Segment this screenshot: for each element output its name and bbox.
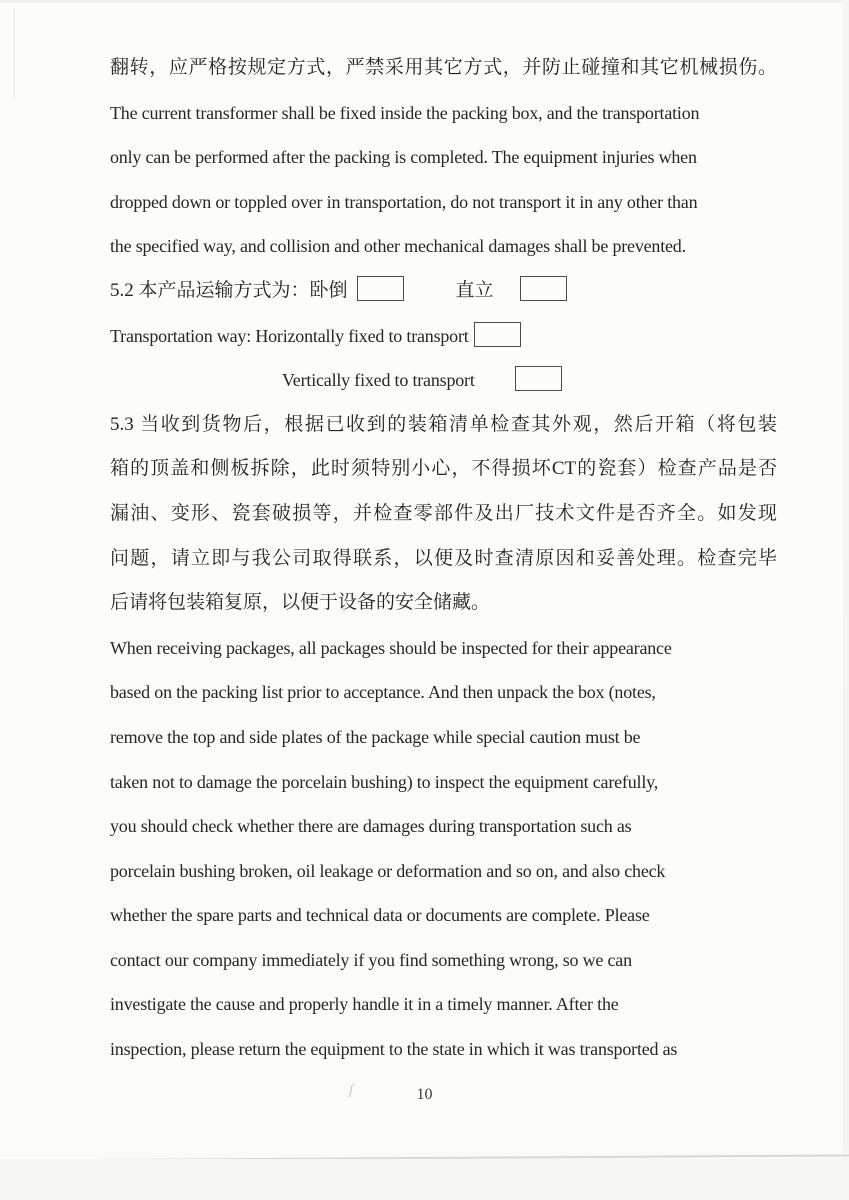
section-5-3-en-line: When receiving packages, all packages should be inspected for their appearance <box>110 637 672 658</box>
vertical-transport-en-label: Vertically fixed to transport <box>282 370 475 391</box>
section-5-3-zh-line: 问题，请立即与我公司取得联系，以便及时查清原因和妥善处理。检查完毕 <box>110 547 777 569</box>
section-5-3-en-line: porcelain bushing broken, oil leakage or deformation and so on, and also check <box>110 860 666 881</box>
checkbox-horizontal-zh <box>357 276 404 301</box>
upright-zh-label: 直立 <box>455 279 494 301</box>
section-5-3-en-line: based on the packing list prior to acceptance. And then unpack the box (notes, <box>110 682 656 703</box>
scan-top-edge <box>0 0 849 3</box>
section-5-3-en-line: you should check whether there are damages during transportation such as <box>110 816 632 837</box>
section-5-3-en-line: taken not to damage the porcelain bushing) to inspect the equipment carefully, <box>110 771 659 792</box>
checkbox-horizontal-en <box>474 322 521 347</box>
section-5-3-zh-line: 5.3 当收到货物后，根据已收到的装箱清单检查其外观，然后开箱（将包装 <box>110 413 777 435</box>
section-5-3-en-line: inspection, please return the equipment to the state in which it was transported as <box>110 1039 678 1060</box>
page-body <box>110 46 777 1072</box>
section-5-2-zh-line <box>110 269 777 314</box>
section-5-3-en-line: investigate the cause and properly handle it in a timely manner. After the <box>110 994 619 1015</box>
stray-pen-mark: ʃ <box>349 1082 354 1098</box>
checkbox-vertical-zh <box>520 276 567 301</box>
scan-bottom-area <box>0 1159 849 1200</box>
horizontal-transport-en-label: Transportation way: Horizontally fixed to transport <box>110 325 469 346</box>
top-paragraph-zh-line: 翻转，应严格按规定方式，严禁采用其它方式，并防止碰撞和其它机械损伤。 <box>110 57 777 78</box>
top-paragraph-en-line: dropped down or toppled over in transportation, do not transport it in any other than <box>110 191 698 212</box>
checkbox-vertical-en <box>515 366 562 391</box>
top-paragraph-en-line: The current transformer shall be fixed inside the packing box, and the transportation <box>110 102 700 123</box>
section-5-2-en-vertical-line <box>110 358 777 403</box>
section-5-3-zh-line: 漏油、变形、瓷套破损等，并检查零部件及出厂技术文件是否齐全。如发现 <box>110 502 777 524</box>
top-paragraph-en-line: only can be performed after the packing is completed. The equipment injuries when <box>110 147 697 168</box>
section-5-3-en-line: remove the top and side plates of the package while special caution must be <box>110 726 641 747</box>
section-5-3-zh-line-last: 后请将包装箱复原，以便于设备的安全储藏。 <box>110 592 491 614</box>
scan-right-edge <box>843 0 849 1200</box>
section-5-2-en-horizontal-line <box>110 314 777 359</box>
section-5-3-en-line: contact our company immediately if you find something wrong, so we can <box>110 949 632 970</box>
section-5-3-en-line: whether the spare parts and technical data or documents are complete. Please <box>110 905 650 926</box>
transport-way-zh-label: 5.2 本产品运输方式为：卧倒 <box>110 279 348 301</box>
page-number: 10 <box>416 1086 433 1103</box>
page-footer <box>0 1082 849 1104</box>
section-5-3-zh-line: 箱的顶盖和侧板拆除，此时须特别小心，不得损坏CT的瓷套）检查产品是否 <box>110 458 777 480</box>
scan-left-artifact <box>14 8 15 100</box>
top-paragraph-en-line: the specified way, and collision and other mechanical damages shall be prevented. <box>110 236 686 257</box>
